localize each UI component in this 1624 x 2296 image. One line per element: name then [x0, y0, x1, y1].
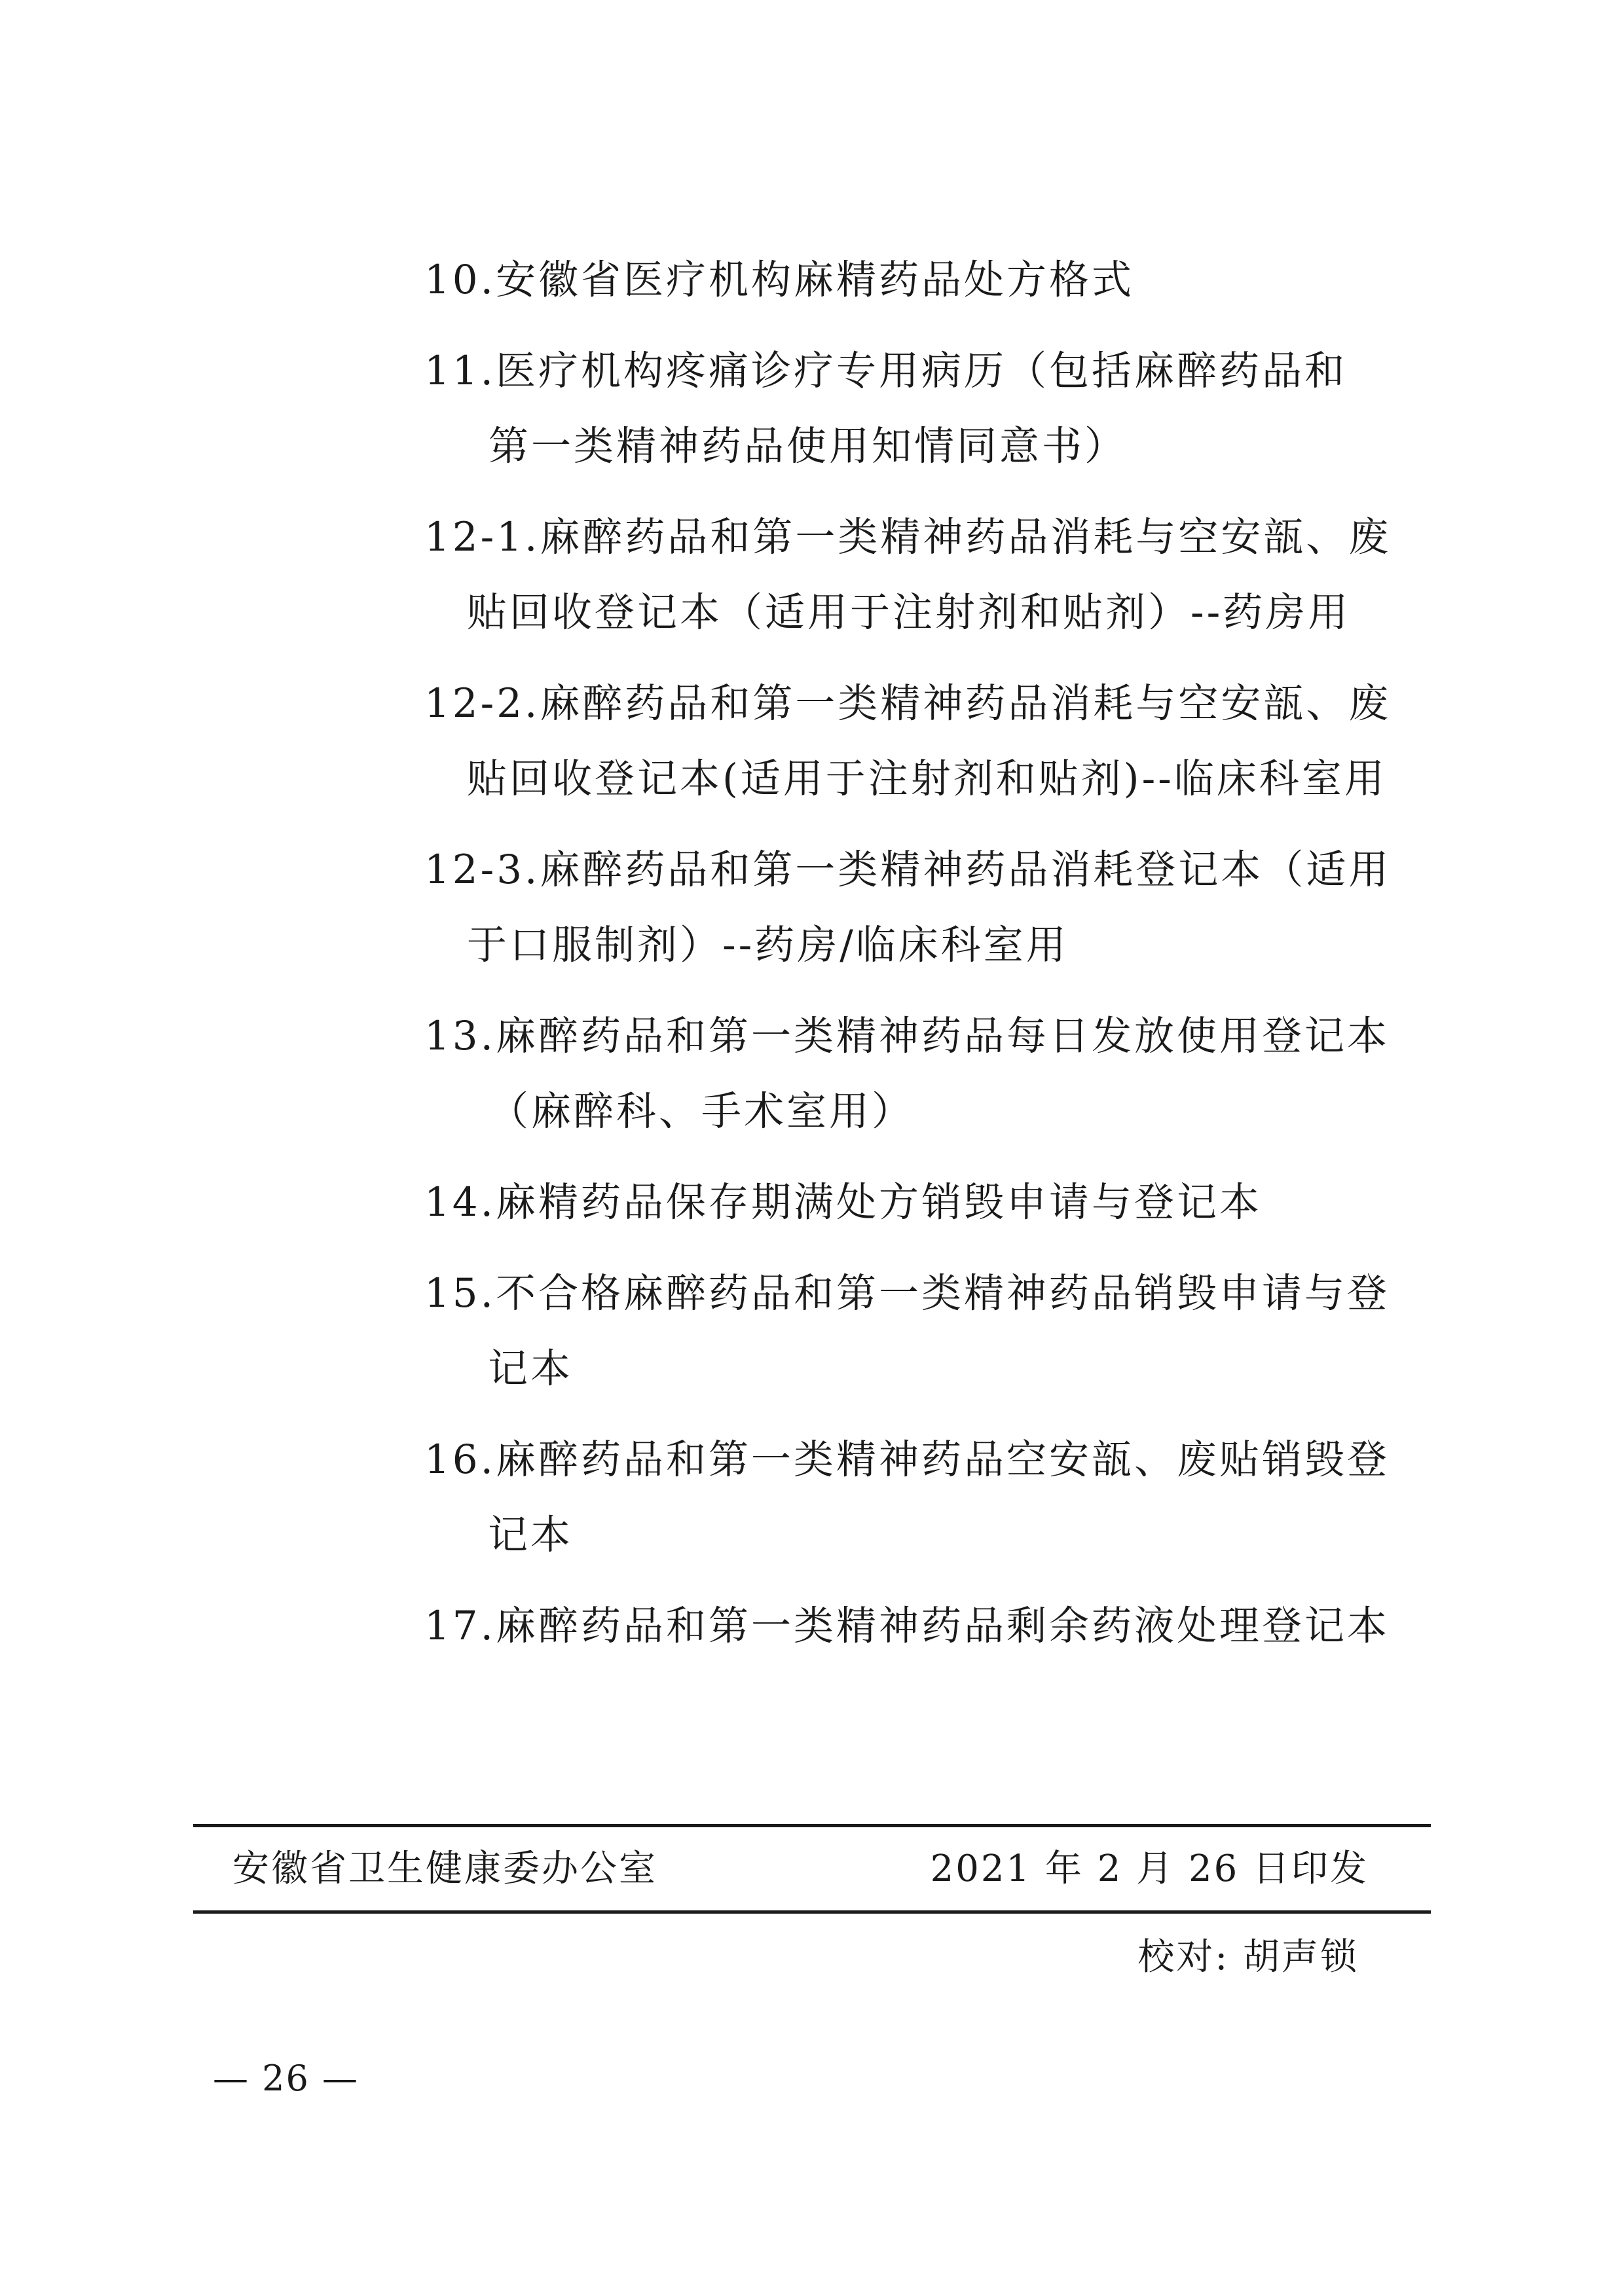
proofreader: 校对: 胡声锁 — [1137, 1936, 1359, 1978]
attachment-item-15 — [424, 1256, 1407, 1406]
attachment-title: 14.麻精药品保存期满处方销毁申请与登记本 — [424, 1179, 1263, 1226]
attachment-title-continued: 记本 — [488, 1512, 574, 1558]
attachment-title: 12-2.麻醉药品和第一类精神药品消耗与空安瓿、废 — [424, 680, 1392, 727]
page-number: — 26 — — [213, 2058, 360, 2099]
attachment-title: 12-1.麻醉药品和第一类精神药品消耗与空安瓿、废 — [424, 514, 1392, 560]
issuing-office: 安徽省卫生健康委办公室 — [232, 1848, 657, 1890]
attachment-item-16 — [424, 1422, 1407, 1573]
attachment-item-12-1 — [424, 500, 1407, 650]
attachment-title: 12-3.麻醉药品和第一类精神药品消耗登记本（适用 — [424, 847, 1392, 893]
attachment-title: 13.麻醉药品和第一类精神药品每日发放使用登记本 — [424, 1013, 1390, 1059]
attachment-item-17 — [424, 1588, 1407, 1664]
footer-top-rule — [193, 1824, 1431, 1827]
attachment-list — [424, 242, 1407, 1679]
attachment-item-10 — [424, 242, 1407, 318]
issue-date: 2021 年 2 月 26 日印发 — [930, 1848, 1369, 1890]
attachment-title-continued: 贴回收登记本(适用于注射剂和贴剂)--临床科室用 — [467, 756, 1387, 802]
attachment-title: 16.麻醉药品和第一类精神药品空安瓿、废贴销毁登 — [424, 1436, 1390, 1483]
attachment-title: 11.医疗机构疼痛诊疗专用病历（包括麻醉药品和 — [424, 348, 1348, 394]
footer-bottom-rule — [193, 1910, 1431, 1914]
attachment-item-11 — [424, 333, 1407, 484]
attachment-title-continued: 于口服制剂）--药房/临床科室用 — [467, 922, 1069, 968]
attachment-title: 10.安徽省医疗机构麻精药品处方格式 — [424, 257, 1135, 303]
attachment-item-12-2 — [424, 666, 1407, 816]
attachment-title-continued: 第一类精神药品使用知情同意书） — [489, 423, 1128, 469]
attachment-item-14 — [424, 1165, 1407, 1240]
attachment-title-continued: （麻醉科、手术室用） — [489, 1088, 915, 1135]
attachment-item-13 — [424, 998, 1407, 1149]
attachment-title-continued: 贴回收登记本（适用于注射剂和贴剂）--药房用 — [467, 589, 1351, 636]
attachment-item-12-3 — [424, 832, 1407, 983]
attachment-title: 17.麻醉药品和第一类精神药品剩余药液处理登记本 — [424, 1603, 1390, 1649]
attachment-title: 15.不合格麻醉药品和第一类精神药品销毁申请与登 — [424, 1270, 1390, 1317]
attachment-title-continued: 记本 — [488, 1345, 574, 1392]
